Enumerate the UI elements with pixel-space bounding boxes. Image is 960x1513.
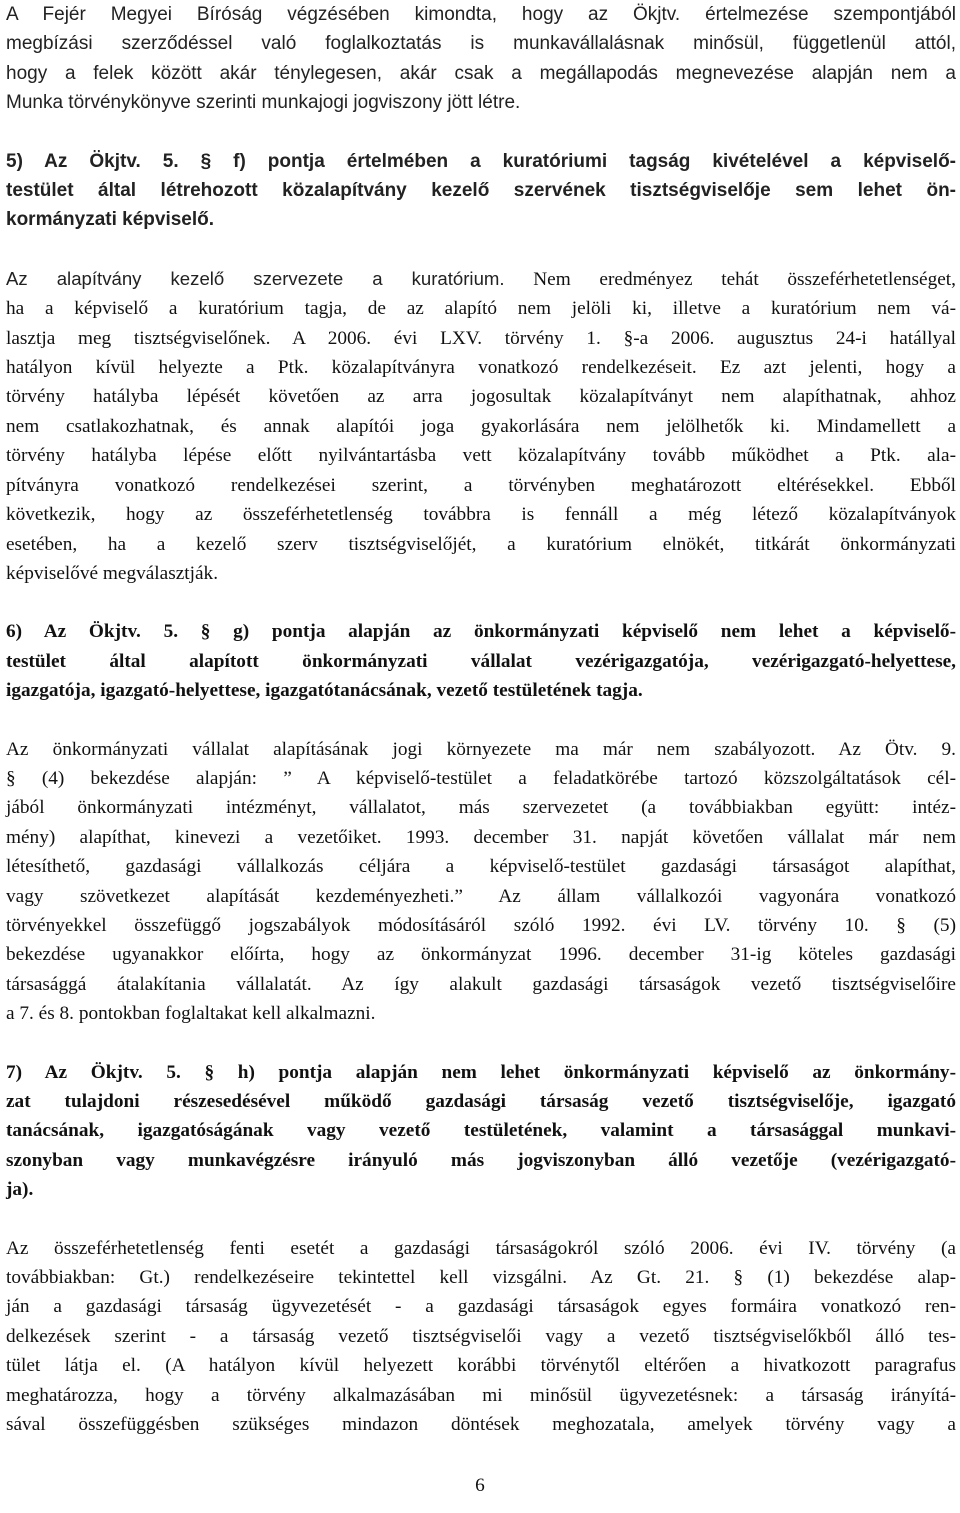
text-line: 6) Az Ökjtv. 5. § g) pontja alapján az önkormányzati képviselő nem lehet a képviselő-	[6, 621, 956, 643]
text-line: hatályon kívül helyezte a Ptk. közalapítványra vonatkozó rendelkezéseit. Ez azt jelenti, hogy a	[6, 357, 956, 379]
text-line: Az önkormányzati vállalat alapításának jogi környezete ma már nem szabályozott. Az Ötv. 9.	[6, 738, 956, 760]
text-line: szonyban vagy munkavégzésre irányuló más jogviszonyban álló vezetője (vezérigazgató-	[6, 1149, 956, 1171]
text-line: létesíthető, gazdasági vállalkozás céljára a képviselő-testület gazdasági társaságot alapíthat,	[6, 856, 956, 878]
text-line: ja).	[6, 1179, 34, 1201]
section-heading-7	[6, 1058, 956, 1205]
text-line: következik, hogy az összeférhetetlenség továbbra is fennáll a még létező közalapítványok	[6, 504, 956, 526]
text-line: hogy a felek között akár ténylegesen, akár csak a megállapodás megnevezése alapján nem a	[6, 62, 956, 84]
spacer	[6, 1205, 956, 1234]
text-line: lasztja meg tisztségviselőnek. A 2006. évi LXV. törvény 1. §-a 2006. augusztus 24-i hatállyal	[6, 327, 956, 349]
text-line: társasággá átalakítania vállalatát. Az így alakult gazdasági társaságok vezető tisztségviselőire	[6, 973, 956, 995]
text-line: törvény hatályba lépését követően az arra jogosultak közalapítványt nem alapíthatnak, ahhoz	[6, 386, 956, 408]
sans-fragment: Az alapítvány kezelő szervezete a kuratórium.	[6, 267, 505, 289]
text-line: testület által létrehozott közalapítvány kezelő szervének tisztségviselője sem lehet ön-	[6, 180, 956, 202]
text-line: ján a gazdasági társaság ügyvezetését - a gazdasági társaságok egyes formáira vonatkozó ren-	[6, 1296, 956, 1318]
text-line: testület által alapított önkormányzati vállalat vezérigazgatója, vezérigazgató-helyettese,	[6, 650, 956, 672]
text-line: Az összeférhetetlenség fenti esetét a gazdasági társaságokról szóló 2006. évi IV. törvény (a	[6, 1237, 956, 1259]
spacer	[6, 118, 956, 147]
document-page	[6, 0, 956, 1439]
text-line: nem csatlakozhatnak, és annak alapítói joga gyakorlására nem jelölhetők ki. Mindamellett a	[6, 415, 956, 437]
text-line: mény) alapíthat, kinevezi a vezetőiket. 1993. december 31. napját követően vállalat már nem	[6, 826, 956, 848]
section-heading-6	[6, 617, 956, 705]
text-line: tanácsának, igazgatóságának vagy vezető testületének, valamint a társasággal munkavi-	[6, 1120, 956, 1142]
text-line: A Fejér Megyei Bíróság végzésében kimondta, hogy az Ökjtv. értelmezése szempontjából	[6, 4, 956, 25]
serif-fragment: Nem eredményez tehát összeférhetetlenséget,	[504, 268, 956, 290]
text-line: 7) Az Ökjtv. 5. § h) pontja alapján nem lehet önkormányzati képviselő az önkormány-	[6, 1061, 956, 1083]
text-line: továbbiakban: Gt.) rendelkezéseire tekintettel kell vizsgálni. Az Gt. 21. § (1) bekezdése alap-	[6, 1267, 956, 1289]
text-line: sával összefüggésben szükséges mindazon döntések meghozatala, amelyek törvény vagy a	[6, 1414, 956, 1436]
text-line: törvényekkel összefüggő jogszabályok módosításáról szóló 1992. évi LV. törvény 10. § (5)	[6, 914, 956, 936]
text-line: igazgatója, igazgató-helyettese, igazgatótanácsának, vezető testületének tagja.	[6, 680, 643, 702]
text-line: Munka törvénykönyve szerinti munkajogi jogviszony jött létre.	[6, 92, 521, 114]
text-line: esetében, ha a kezelő szerv tisztségviselőjét, a kuratórium elnökét, titkárát önkormányzati	[6, 533, 956, 555]
paragraph-gt	[6, 1234, 956, 1440]
text-line: § (4) bekezdése alapján: ” A képviselő-testület a feladatkörébe tartozó közszolgáltatások cél-	[6, 767, 956, 789]
spacer	[6, 1029, 956, 1058]
text-line: zat tulajdoni részesedésével működő gazdasági társaság vezető tisztségviselője, igazgató	[6, 1091, 956, 1112]
text-line: pítványra vonatkozó rendelkezései szerint, a törvényben meghatározott eltérésekkel. Ebből	[6, 474, 956, 496]
text-line: a 7. és 8. pontokban foglaltakat kell alkalmazni.	[6, 1003, 376, 1025]
text-line: ha a képviselő a kuratórium tagja, de az alapító nem jelöli ki, illetve a kuratórium nem vá-	[6, 298, 956, 320]
paragraph-vallalat	[6, 735, 956, 1029]
page-number: 6	[475, 1475, 485, 1496]
paragraph-intro	[6, 0, 956, 118]
text-line: bekezdése ugyanakkor előírta, hogy az önkormányzat 1996. december 31-ig köteles gazdasági	[6, 944, 956, 966]
text-line: tület látja el. (A hatályon kívül helyezett korábbi törvénytől eltérően a hivatkozott paragrafus	[6, 1355, 956, 1377]
text-line: meghatározza, hogy a törvény alkalmazásában mi minősül ügyvezetésnek: a társaság irányítá-	[6, 1384, 956, 1406]
text-line: megbízási szerződéssel való foglalkoztatás is munkavállalásnak minősül, függetlenül attól,	[6, 33, 956, 55]
spacer	[6, 235, 956, 264]
text-line: törvény hatályba lépése előtt nyilvántartásba vett közalapítvány tovább működhet a Ptk. ala-	[6, 445, 956, 467]
text-line: jából önkormányzati intézményt, vállalatot, más szervezetet (a továbbiakban együtt: intéz-	[6, 797, 956, 819]
text-line: képviselővé megválasztják.	[6, 562, 219, 584]
text-line: vagy szövetkezet alapítását kezdeményezheti.” Az állam vállalkozói vagyonára vonatkozó	[6, 885, 956, 907]
text-line: delkezések szerint - a társaság vezető tisztségviselői vagy a vezető tisztségviselőkből álló tes-	[6, 1325, 956, 1347]
text-line: kormányzati képviselő.	[6, 209, 215, 231]
paragraph-kuratorium	[6, 264, 956, 588]
text-line: 5) Az Ökjtv. 5. § f) pontja értelmében a kuratóriumi tagság kivételével a képviselő-	[6, 150, 956, 172]
spacer	[6, 706, 956, 735]
text-line	[6, 264, 956, 294]
spacer	[6, 588, 956, 617]
section-heading-5	[6, 147, 956, 235]
